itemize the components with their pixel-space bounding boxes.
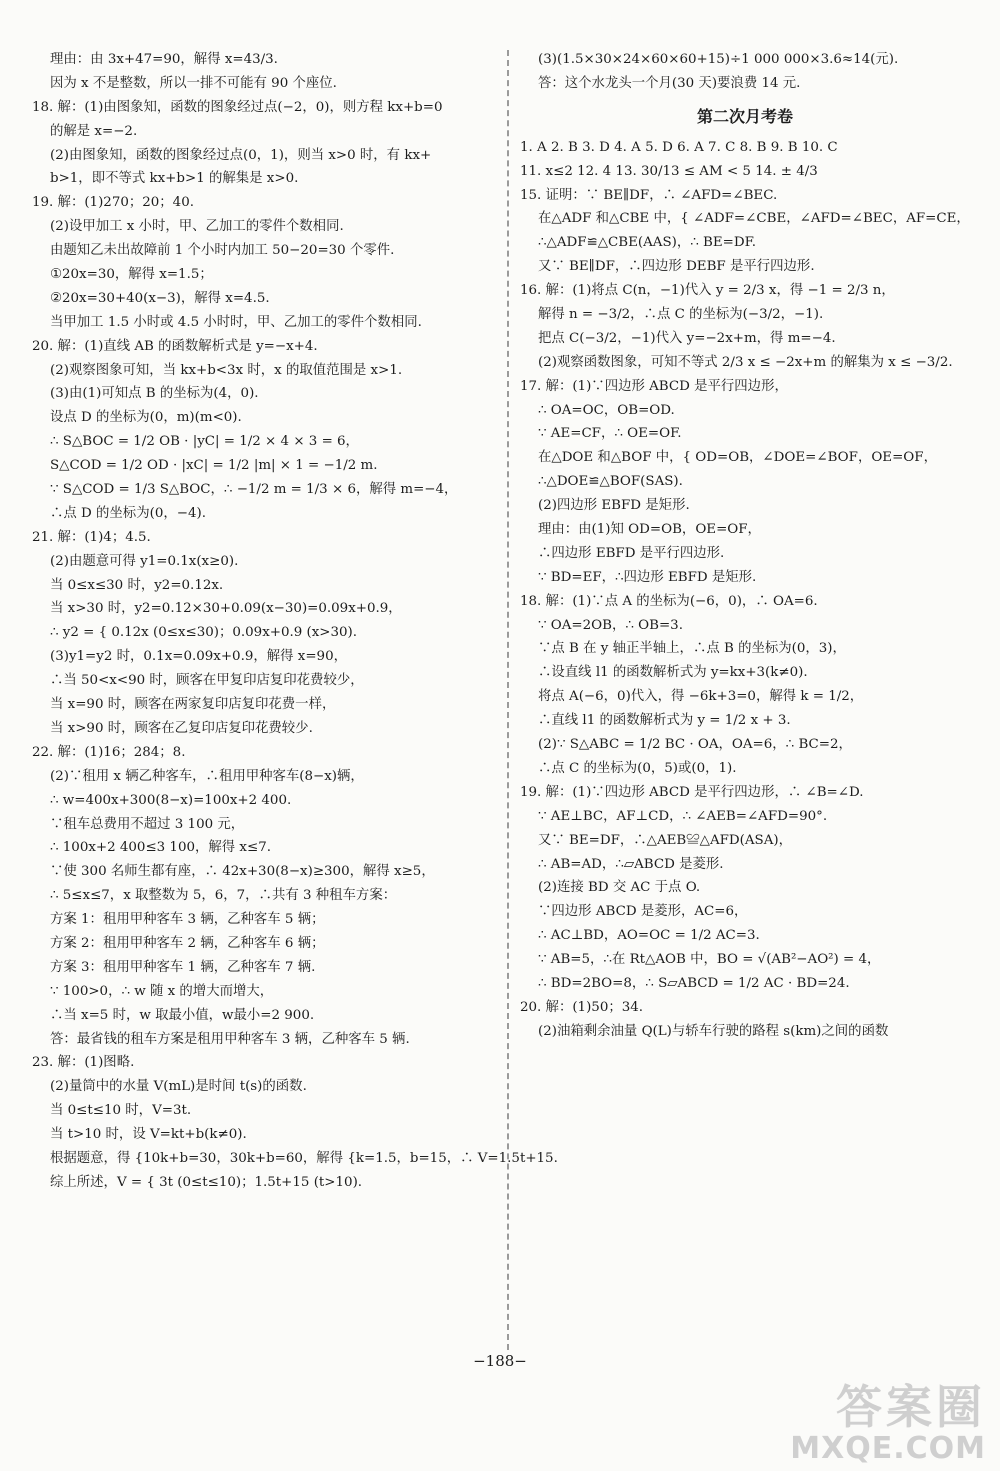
formula-line: ∴ S△BOC = 1/2 OB · |yC| = 1/2 × 4 × 3 = 6， [50, 434, 359, 450]
text-line: (2)量筒中的水量 V(mL)是时间 t(s)的函数. [50, 1079, 307, 1095]
text-line: 当 x=90 时，顾客在两家复印店复印花费一样， [50, 697, 336, 713]
text-line: ∴点 C 的坐标为(0，5)或(0，1). [538, 760, 737, 776]
question-17: 17. 解：(1)∵四边形 ABCD 是平行四边形， [520, 378, 788, 394]
question-20: 20. 解：(1)直线 AB 的函数解析式是 y=−x+4. [32, 338, 318, 354]
text-line: (2)油箱剩余油量 Q(L)与轿车行驶的路程 s(km)之间的函数 [538, 1023, 889, 1039]
question-19: 19. 解：(1)270；20；40. [32, 195, 194, 211]
question-22: 22. 解：(1)16；284；8. [32, 744, 186, 760]
question-20: 20. 解：(1)50；34. [520, 999, 644, 1015]
choice-answers: 1. A 2. B 3. D 4. A 5. D 6. A 7. C 8. B 9. B 10. C [520, 139, 838, 155]
text-line: 又∵ BE∥DF，∴四边形 DEBF 是平行四边形. [538, 259, 815, 275]
text-line: ∴当 50<x<90 时，顾客在甲复印店复印花费较少， [50, 673, 364, 689]
text-line: (3)(1.5×30×24×60×60+15)÷1 000 000×3.6≈14(元). [538, 52, 899, 67]
watermark [790, 1382, 986, 1466]
formula-line: (2)观察函数图象，可知不等式 2/3 x ≤ −2x+m 的解集为 x ≤ −3/2. [538, 354, 953, 370]
text-line: ∴△ADF≌△CBE(AAS)，∴ BE=DF. [538, 235, 757, 251]
text-line: 当 x>30 时，y2=0.12×30+0.09(x−30)=0.09x+0.9， [50, 601, 402, 617]
formula-line: ∴ AC⊥BD，AO=OC = 1/2 AC=3. [538, 928, 760, 944]
text-line: ∵ AE=CF，∴ OE=OF. [538, 426, 682, 442]
text-line: 方案 1：租用甲种客车 3 辆，乙种客车 5 辆； [50, 912, 325, 928]
text-line: 方案 2：租用甲种客车 2 辆，乙种客车 6 辆； [50, 935, 325, 951]
formula-line: 在△DOE 和△BOF 中，{ OD=OB，∠DOE=∠BOF，OE=OF， [538, 450, 937, 466]
left-column [32, 48, 558, 1195]
text-line: 因为 x 不是整数，所以一排不可能有 90 个座位. [50, 75, 337, 91]
text-line: (2)由图象知，函数的图象经过点(0，1)，则当 x>0 时，有 kx+ [50, 147, 432, 163]
text-line: ∵ BD=EF，∴四边形 EBFD 是矩形. [538, 569, 757, 585]
text-line: 当 t>10 时，设 V=kt+b(k≠0). [50, 1127, 247, 1143]
right-column [520, 48, 970, 1044]
text-line: ∴设直线 l1 的函数解析式为 y=kx+3(k≠0). [538, 665, 808, 681]
text-line: ∴ 100x+2 400≤3 100，解得 x≤7. [50, 840, 271, 856]
question-16: 16. 解：(1)将点 C(n，−1)代入 y = 2/3 x，得 −1 = 2/3 n， [520, 283, 895, 299]
text-line: 答：这个水龙头一个月(30 天)要浪费 14 元. [538, 75, 801, 91]
text-line: 理由：由 3x+47=90，解得 x=43/3. [50, 52, 278, 67]
text-line: b>1，即不等式 kx+b>1 的解集是 x>0. [50, 171, 299, 187]
text-line: ∵点 B 在 y 轴正半轴上，∴点 B 的坐标为(0，3)， [538, 641, 846, 657]
question-18: 18. 解：(1)∵点 A 的坐标为(−6，0)，∴ OA=6. [520, 593, 818, 609]
text-line: ②20x=30+40(x−3)，解得 x=4.5. [50, 290, 270, 306]
text-line: ∴ 5≤x≤7，x 取整数为 5，6，7，∴共有 3 种租车方案： [50, 888, 397, 904]
text-line: (2)由题意可得 y1=0.1x(x≥0). [50, 553, 239, 569]
page-number: −188− [473, 1352, 527, 1370]
question-15: 15. 证明：∵ BE∥DF，∴ ∠AFD=∠BEC. [520, 187, 778, 203]
text-line: ∴四边形 EBFD 是平行四边形. [538, 545, 725, 561]
text-line: 当 x>90 时，顾客在乙复印店复印花费较少. [50, 720, 313, 736]
formula-line: ∴ BD=2BO=8，∴ S▱ABCD = 1/2 AC · BD=24. [538, 975, 850, 991]
text-line: ①20x=30，解得 x=1.5； [50, 267, 213, 283]
text-line: ∴ AB=AD，∴▱ABCD 是菱形. [538, 856, 724, 872]
formula-line: 把点 C(−3/2，−1)代入 y=−2x+m，得 m=−4. [538, 330, 836, 346]
formula-line: ∵ S△COD = 1/3 S△BOC，∴ −1/2 m = 1/3 × 6，解得 m=−4， [50, 482, 458, 498]
formula-line: 解得 n = −3/2，∴点 C 的坐标为(−3/2，−1). [538, 307, 824, 323]
question-23: 23. 解：(1)图略. [32, 1055, 135, 1071]
text-line: 答：最省钱的租车方案是租用甲种客车 3 辆，乙种客车 5 辆. [50, 1031, 410, 1047]
text-line: ∵ OA=2OB，∴ OB=3. [538, 617, 683, 633]
text-line: 设点 D 的坐标为(0，m)(m<0). [50, 410, 242, 426]
text-line: ∴ w=400x+300(8−x)=100x+2 400. [50, 792, 292, 808]
text-line: (2)设甲加工 x 小时，甲、乙加工的零件个数相同. [50, 219, 344, 235]
question-19: 19. 解：(1)∵四边形 ABCD 是平行四边形，∴ ∠B=∠D. [520, 784, 864, 800]
text-line: ∵租车总费用不超过 3 100 元， [50, 816, 245, 832]
formula-line: 根据题意，得 {10k+b=30，30k+b=60，解得 {k=1.5，b=15，∴ V=1.5t+15. [50, 1150, 558, 1166]
section-title: 第二次月考卷 [696, 106, 793, 126]
text-line: 又∵ BE=DF，∴△AEB≌△AFD(ASA)， [538, 832, 793, 848]
formula-line: 在△ADF 和△CBE 中，{ ∠ADF=∠CBE，∠AFD=∠BEC，AF=CE， [538, 211, 970, 227]
text-line: 当 0≤x≤30 时，y2=0.12x. [50, 577, 224, 593]
text-line: 当甲加工 1.5 小时或 4.5 小时时，甲、乙加工的零件个数相同. [50, 314, 422, 330]
text-line: 理由：由(1)知 OD=OB，OE=OF， [538, 522, 761, 538]
text-line: (2)观察图象可知，当 kx+b<3x 时，x 的取值范围是 x>1. [50, 362, 403, 378]
watermark-url: MXQE.COM [790, 1431, 986, 1466]
text-line: 由题知乙未出故障前 1 个小时内加工 50−20=30 个零件. [50, 243, 395, 259]
text-line: (3)由(1)可知点 B 的坐标为(4，0). [50, 386, 259, 402]
formula-line: ∴ y2 = { 0.12x (0≤x≤30)；0.09x+0.9 (x>30). [50, 625, 358, 641]
text-line: ∵使 300 名师生都有座，∴ 42x+30(8−x)≥300，解得 x≥5， [50, 864, 435, 880]
question-21: 21. 解：(1)4；4.5. [32, 529, 151, 545]
text-line: (2)四边形 EBFD 是矩形. [538, 498, 690, 514]
formula-line: 将点 A(−6，0)代入，得 −6k+3=0，解得 k = 1/2， [538, 689, 864, 705]
text-line: ∴点 D 的坐标为(0，−4). [50, 505, 206, 521]
formula-line: 综上所述，V = { 3t (0≤t≤10)；1.5t+15 (t>10). [50, 1174, 363, 1190]
text-line: (2)∵租用 x 辆乙种客车，∴租用甲种客车(8−x)辆， [50, 768, 364, 784]
formula-line: ∵ AB=5，∴在 Rt△AOB 中，BO = √(AB²−AO²) = 4， [538, 952, 881, 968]
text-line: ∵四边形 ABCD 是菱形，AC=6， [538, 904, 748, 920]
text-line: ∴ OA=OC，OB=OD. [538, 402, 675, 418]
text-line: ∵ 100>0，∴ w 随 x 的增大而增大， [50, 983, 274, 999]
text-line: (2)连接 BD 交 AC 于点 O. [538, 880, 701, 896]
text-line: ∴△DOE≌△BOF(SAS). [538, 474, 683, 490]
formula-line: (2)∵ S△ABC = 1/2 BC · OA，OA=6，∴ BC=2， [538, 737, 852, 753]
formula-line: ∴直线 l1 的函数解析式为 y = 1/2 x + 3. [538, 713, 791, 729]
watermark-logo: 答案圈 [836, 1380, 986, 1434]
fill-answers: 11. x≤2 12. 4 13. 30/13 ≤ AM < 5 14. ± 4/3 [520, 163, 818, 179]
formula-line: S△COD = 1/2 OD · |xC| = 1/2 |m| × 1 = −1/2 m. [50, 458, 378, 474]
question-18: 18. 解：(1)由图象知，函数的图象经过点(−2，0)，则方程 kx+b=0 [32, 99, 443, 115]
text-line: (3)y1=y2 时，0.1x=0.09x+0.9，解得 x=90， [50, 649, 347, 665]
text-line: 当 0≤t≤10 时，V=3t. [50, 1103, 192, 1119]
text-line: 方案 3：租用甲种客车 1 辆，乙种客车 7 辆. [50, 959, 316, 975]
text-line: ∴当 x=5 时，w 取最小值，w最小=2 900. [50, 1007, 315, 1023]
text-line: 的解是 x=−2. [50, 123, 138, 139]
text-line: ∵ AE⊥BC，AF⊥CD，∴ ∠AEB=∠AFD=90°. [538, 808, 828, 824]
